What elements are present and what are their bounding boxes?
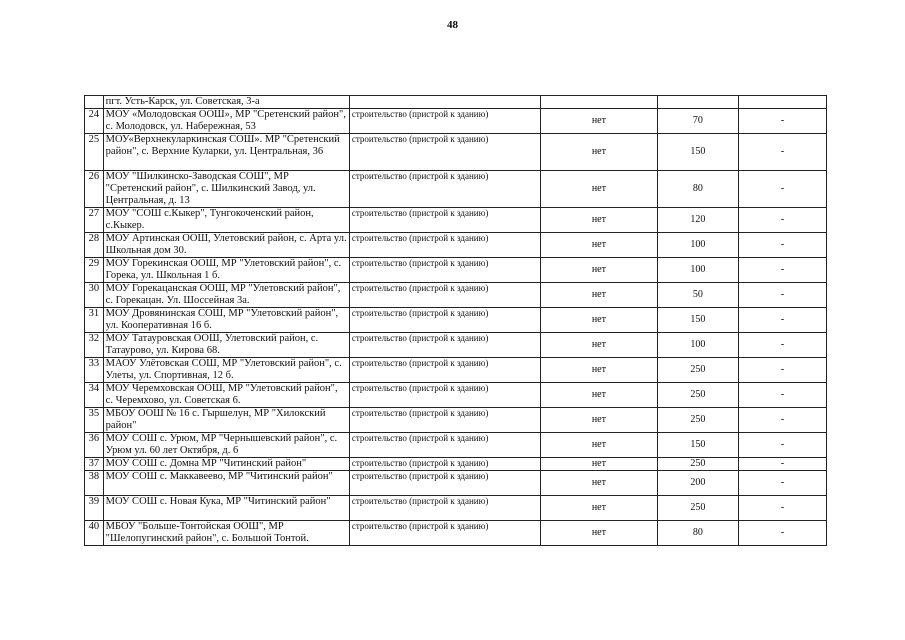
cell-answer: нет [541,408,658,433]
cell-answer: нет [541,471,658,496]
cell-type [349,96,540,109]
cell-answer: нет [541,433,658,458]
cell-type: строительство (пристрой к зданию) [349,308,540,333]
cell-type: строительство (пристрой к зданию) [349,383,540,408]
cell-capacity: 250 [657,408,738,433]
cell-capacity: 150 [657,433,738,458]
cell-capacity [657,96,738,109]
cell-name: МАОУ Улётовская СОШ, МР "Улетовский район", с. Улеты, ул. Спортивная, 12 б. [103,358,349,383]
table-row [85,333,827,358]
cell-other: - [739,308,827,333]
cell-type: строительство (пристрой к зданию) [349,208,540,233]
cell-type: строительство (пристрой к зданию) [349,233,540,258]
cell-name: МОУ "Шилкинско-Заводская СОШ", МР "Сретенский район", с. Шилкинский Завод, ул. Центральная, д. 13 [103,171,349,208]
cell-name: МОУ«Верхнекуларкинская СОШ». МР "Сретенский район", с. Верхние Куларки, ул. Центральная, 36 [103,134,349,171]
cell-capacity: 100 [657,333,738,358]
cell-name: МОУ Артинская ООШ, Улетовский район, с. Арта ул. Школьная дом 30. [103,233,349,258]
cell-capacity: 50 [657,283,738,308]
cell-type: строительство (пристрой к зданию) [349,433,540,458]
cell-type: строительство (пристрой к зданию) [349,283,540,308]
table-row [85,433,827,458]
cell-name: МОУ «Молодовская ООШ», МР "Сретенский район", с. Молодовск, ул. Набережная, 53 [103,109,349,134]
cell-other: - [739,383,827,408]
cell-type: строительство (пристрой к зданию) [349,458,540,471]
cell-type: строительство (пристрой к зданию) [349,408,540,433]
cell-name: МБОУ "Больше-Тонтойская ООШ", МР "Шелопугинский район", с. Большой Тонтой. [103,521,349,546]
cell-other: - [739,433,827,458]
cell-name: пгт. Усть-Карск, ул. Советская, 3-а [103,96,349,109]
cell-answer: нет [541,134,658,171]
cell-type: строительство (пристрой к зданию) [349,358,540,383]
cell-other: - [739,496,827,521]
cell-num: 26 [85,171,104,208]
cell-type: строительство (пристрой к зданию) [349,496,540,521]
table-row [85,383,827,408]
table-row [85,458,827,471]
cell-other: - [739,171,827,208]
schools-table [84,95,827,546]
cell-answer: нет [541,208,658,233]
cell-type: строительство (пристрой к зданию) [349,521,540,546]
cell-num: 35 [85,408,104,433]
cell-other: - [739,283,827,308]
cell-other: - [739,109,827,134]
cell-answer: нет [541,308,658,333]
cell-num: 24 [85,109,104,134]
cell-answer: нет [541,521,658,546]
table-row [85,283,827,308]
cell-type: строительство (пристрой к зданию) [349,333,540,358]
cell-answer: нет [541,383,658,408]
cell-num [85,96,104,109]
cell-answer: нет [541,171,658,208]
table-row [85,171,827,208]
cell-name: МОУ Дровянинская СОШ, МР "Улетовский район", ул. Кооперативная 16 б. [103,308,349,333]
cell-type: строительство (пристрой к зданию) [349,171,540,208]
table-row [85,109,827,134]
cell-answer: нет [541,333,658,358]
cell-num: 25 [85,134,104,171]
cell-num: 28 [85,233,104,258]
cell-name: МОУ Горекинская ООШ, МР "Улетовский район", с. Горека, ул. Школьная 1 б. [103,258,349,283]
table-row [85,258,827,283]
cell-num: 38 [85,471,104,496]
cell-num: 37 [85,458,104,471]
table-row [85,233,827,258]
cell-answer: нет [541,496,658,521]
cell-type: строительство (пристрой к зданию) [349,109,540,134]
cell-name: МОУ Черемховская ООШ, МР "Улетовский район", с. Черемхово, ул. Советская 6. [103,383,349,408]
cell-num: 34 [85,383,104,408]
cell-other [739,96,827,109]
table-row [85,496,827,521]
cell-capacity: 70 [657,109,738,134]
cell-other: - [739,258,827,283]
cell-capacity: 200 [657,471,738,496]
cell-name: МОУ СОШ с. Маккавеево, МР "Читинский район" [103,471,349,496]
cell-other: - [739,233,827,258]
cell-type: строительство (пристрой к зданию) [349,134,540,171]
cell-num: 30 [85,283,104,308]
table-row-continuation [85,96,827,109]
cell-num: 31 [85,308,104,333]
cell-capacity: 150 [657,134,738,171]
table-row [85,408,827,433]
cell-answer: нет [541,109,658,134]
cell-num: 40 [85,521,104,546]
cell-name: МОУ Татауровская ООШ, Улетовский район, с. Татаурово, ул. Кирова 68. [103,333,349,358]
cell-type: строительство (пристрой к зданию) [349,258,540,283]
table-row [85,471,827,496]
cell-capacity: 250 [657,458,738,471]
table-row [85,521,827,546]
cell-capacity: 250 [657,383,738,408]
cell-answer: нет [541,358,658,383]
cell-capacity: 120 [657,208,738,233]
cell-num: 39 [85,496,104,521]
cell-capacity: 100 [657,233,738,258]
cell-capacity: 80 [657,171,738,208]
cell-capacity: 100 [657,258,738,283]
cell-capacity: 250 [657,358,738,383]
cell-type: строительство (пристрой к зданию) [349,471,540,496]
table-row [85,134,827,171]
cell-other: - [739,408,827,433]
cell-other: - [739,471,827,496]
cell-other: - [739,358,827,383]
page-number: 48 [447,19,458,31]
cell-capacity: 150 [657,308,738,333]
cell-answer [541,96,658,109]
cell-answer: нет [541,458,658,471]
cell-name: МОУ "СОШ с.Кыкер", Тунгокоченский район, с.Кыкер. [103,208,349,233]
cell-capacity: 250 [657,496,738,521]
cell-answer: нет [541,258,658,283]
cell-answer: нет [541,283,658,308]
cell-num: 27 [85,208,104,233]
table-row [85,208,827,233]
cell-capacity: 80 [657,521,738,546]
cell-other: - [739,521,827,546]
cell-num: 36 [85,433,104,458]
cell-num: 32 [85,333,104,358]
cell-other: - [739,134,827,171]
cell-num: 33 [85,358,104,383]
cell-answer: нет [541,233,658,258]
cell-name: МОУ СОШ с. Урюм, МР "Чернышевский район", с. Урюм ул. 60 лет Октября, д. 6 [103,433,349,458]
table-row [85,358,827,383]
cell-other: - [739,208,827,233]
cell-num: 29 [85,258,104,283]
cell-name: МОУ СОШ с. Домна МР "Читинский район" [103,458,349,471]
cell-name: МОУ Горекацанская ООШ, МР "Улетовский район", с. Горекацан. Ул. Шоссейная 3а. [103,283,349,308]
cell-name: МБОУ ООШ № 16 с. Гыршелун, МР "Хилокский район" [103,408,349,433]
cell-other: - [739,458,827,471]
cell-other: - [739,333,827,358]
table-row [85,308,827,333]
table-body [85,96,827,546]
cell-name: МОУ СОШ с. Новая Кука, МР "Читинский район" [103,496,349,521]
